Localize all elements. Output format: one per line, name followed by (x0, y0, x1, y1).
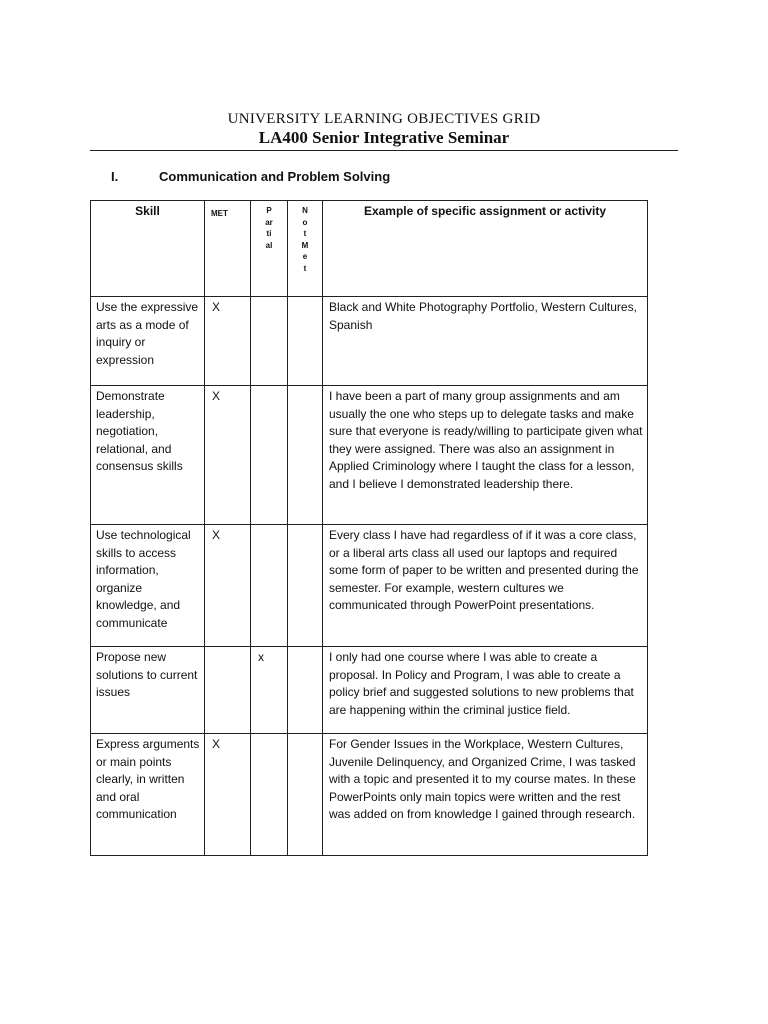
partial-cell: x (251, 647, 288, 734)
met-cell: X (205, 734, 251, 856)
met-cell: X (205, 297, 251, 386)
table-row (91, 647, 648, 734)
table-row (91, 525, 648, 647)
document-title: UNIVERSITY LEARNING OBJECTIVES GRID (227, 111, 541, 127)
header-partial: P ar ti al (251, 201, 288, 297)
met-cell: X (205, 525, 251, 647)
header-not-met: N o t M e t (288, 201, 323, 297)
partial-cell (251, 297, 288, 386)
skill-cell: Use the expressive arts as a mode of inquiry or expression (91, 297, 205, 386)
section-title: Communication and Problem Solving (159, 169, 391, 184)
header-skill: Skill (91, 201, 205, 297)
skill-cell: Demonstrate leadership, negotiation, relational, and consensus skills (91, 386, 205, 525)
title-divider (90, 150, 678, 151)
example-cell: For Gender Issues in the Workplace, Western Cultures, Juvenile Delinquency, and Organized Crime, I was tasked with a topic and presented it to my course mates. In these PowerPoints only main topics were written and the rest was added on from knowledge I gained through research. (323, 734, 648, 856)
not-met-cell (288, 734, 323, 856)
not-met-cell (288, 647, 323, 734)
partial-cell (251, 386, 288, 525)
partial-cell (251, 525, 288, 647)
example-cell: I only had one course where I was able to create a proposal. In Policy and Program, I was able to create a policy brief and suggested solutions to new problems that are happening within the criminal justice field. (323, 647, 648, 734)
example-cell: I have been a part of many group assignments and am usually the one who steps up to delegate tasks and make sure that everyone is ready/willing to participate given what they were assigned. There was also an assignment in Applied Criminology where I taught the class for a lesson, and I believe I demonstrated leadership there. (323, 386, 648, 525)
skill-cell: Express arguments or main points clearly, in written and oral communication (91, 734, 205, 856)
table-row (91, 297, 648, 386)
header-met: MET (205, 201, 251, 297)
course-title: LA400 Senior Integrative Seminar (258, 128, 510, 147)
table-row (91, 386, 648, 525)
met-cell: X (205, 386, 251, 525)
table-header-row (91, 201, 648, 297)
not-met-cell (288, 386, 323, 525)
example-cell: Every class I have had regardless of if it was a core class, or a liberal arts class all used our laptops and required some form of paper to be written and presented during the semester. For example, western cultures we communicated through PowerPoint presentations. (323, 525, 648, 647)
section-number: I. (111, 169, 119, 184)
objectives-table (90, 200, 648, 856)
met-cell (205, 647, 251, 734)
not-met-cell (288, 525, 323, 647)
skill-cell: Use technological skills to access information, organize knowledge, and communicate (91, 525, 205, 647)
not-met-cell (288, 297, 323, 386)
skill-cell: Propose new solutions to current issues (91, 647, 205, 734)
example-cell: Black and White Photography Portfolio, Western Cultures, Spanish (323, 297, 648, 386)
table-row (91, 734, 648, 856)
partial-cell (251, 734, 288, 856)
header-example: Example of specific assignment or activity (323, 201, 648, 297)
